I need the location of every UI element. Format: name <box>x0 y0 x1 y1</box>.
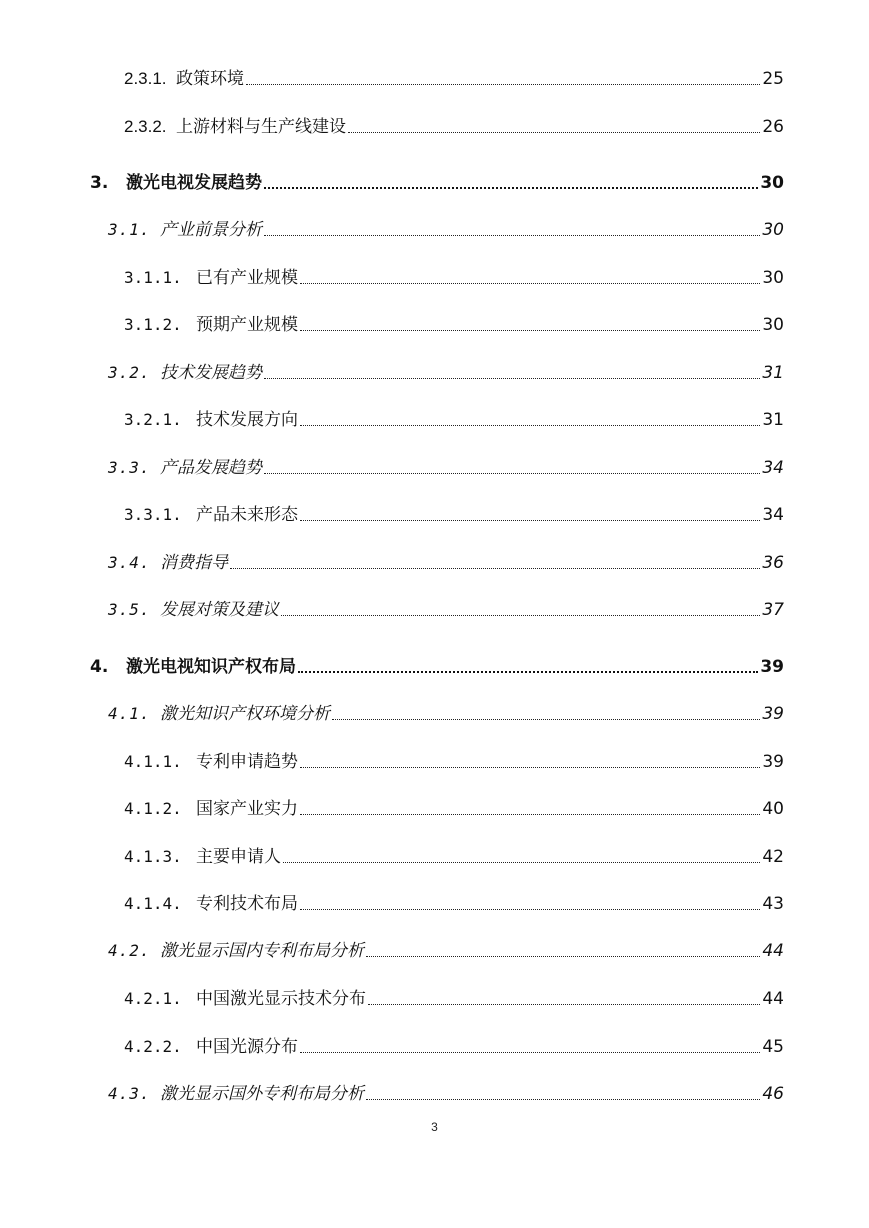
toc-entry-page: 43 <box>762 894 784 914</box>
toc-entry-section[interactable] <box>108 697 784 725</box>
toc-entry-title: 激光知识产权环境分析 <box>160 704 330 724</box>
toc-entry-number: 4.1. <box>108 704 151 723</box>
toc-entry-title: 预期产业规模 <box>196 315 298 335</box>
toc-entry-number: 4.2. <box>108 941 151 960</box>
toc-entry-page: 45 <box>762 1037 784 1057</box>
toc-leader-dots <box>300 813 760 815</box>
toc-entry-chapter[interactable] <box>90 650 784 678</box>
toc-entry-page: 34 <box>762 458 784 478</box>
toc-entry-number: 3.3. <box>108 458 151 477</box>
toc-entry-page: 31 <box>762 410 784 430</box>
toc-entry-page: 30 <box>762 220 784 240</box>
toc-leader-dots <box>300 1051 760 1053</box>
toc-entry-page: 40 <box>762 799 784 819</box>
toc-entry-title: 激光电视发展趋势 <box>126 173 262 193</box>
toc-entry-title: 国家产业实力 <box>196 799 298 819</box>
toc-leader-dots <box>283 861 760 863</box>
toc-entry-chapter[interactable] <box>90 166 784 194</box>
toc-entry-number: 3.1. <box>108 220 151 239</box>
toc-leader-dots <box>300 519 760 521</box>
toc-entry[interactable] <box>124 887 784 915</box>
toc-entry-title: 激光显示国外专利布局分析 <box>160 1084 364 1104</box>
toc-entry[interactable] <box>124 745 784 773</box>
toc-entry-title: 产业前景分析 <box>160 220 262 240</box>
toc-entry-title: 发展对策及建议 <box>160 600 279 620</box>
toc-entry-title: 中国激光显示技术分布 <box>196 989 366 1009</box>
toc-entry[interactable] <box>124 110 784 138</box>
toc-entry[interactable] <box>124 498 784 526</box>
toc-leader-dots <box>300 282 760 284</box>
toc-entry-number: 4.1.3. <box>124 847 182 866</box>
toc-entry-title: 主要申请人 <box>196 847 281 867</box>
toc-entry-page: 30 <box>762 315 784 335</box>
toc-entry[interactable] <box>124 1030 784 1058</box>
toc-entry-page: 39 <box>762 752 784 772</box>
toc-entry-number: 4. <box>90 657 109 677</box>
toc-leader-dots <box>264 234 760 236</box>
toc-entry-title: 激光电视知识产权布局 <box>126 657 296 677</box>
toc-entry-section[interactable] <box>108 934 784 962</box>
toc-entry-section[interactable] <box>108 451 784 479</box>
toc-entry-section[interactable] <box>108 546 784 574</box>
toc-entry-number: 4.1.4. <box>124 894 182 913</box>
toc-entry-number: 3.2. <box>108 363 151 382</box>
toc-entry-number: 2.3.2. <box>124 117 167 136</box>
toc-entry-page: 42 <box>762 847 784 867</box>
toc-entry-page: 30 <box>760 173 784 193</box>
toc-entry-number: 4.3. <box>108 1084 151 1103</box>
toc-entry-page: 46 <box>762 1084 784 1104</box>
toc-entry[interactable] <box>124 792 784 820</box>
toc-entry-section[interactable] <box>108 1077 784 1105</box>
page-number: 3 <box>431 1120 438 1134</box>
toc-entry[interactable] <box>124 982 784 1010</box>
toc-entry[interactable] <box>124 62 784 90</box>
toc-entry-title: 消费指导 <box>160 553 228 573</box>
toc-entry-page: 44 <box>762 941 784 961</box>
toc-entry-title: 专利技术布局 <box>196 894 298 914</box>
toc-entry-number: 3. <box>90 173 109 193</box>
toc-entry-number: 4.1.1. <box>124 752 182 771</box>
toc-entry-section[interactable] <box>108 213 784 241</box>
toc-entry-page: 34 <box>762 505 784 525</box>
toc-entry-title: 产品发展趋势 <box>160 458 262 478</box>
toc-entry[interactable] <box>124 308 784 336</box>
toc-leader-dots <box>368 1003 760 1005</box>
toc-entry-title: 上游材料与生产线建设 <box>176 117 346 137</box>
toc-leader-dots <box>264 186 758 189</box>
toc-leader-dots <box>230 567 760 569</box>
toc-entry-number: 3.3.1. <box>124 505 182 524</box>
toc-entry-title: 政策环境 <box>176 69 244 89</box>
toc-entry-number: 3.2.1. <box>124 410 182 429</box>
toc-leader-dots <box>366 955 760 957</box>
toc-entry-page: 26 <box>762 117 784 137</box>
toc-leader-dots <box>300 766 760 768</box>
toc-entry-title: 技术发展方向 <box>196 410 298 430</box>
toc-entry-page: 37 <box>762 600 784 620</box>
toc-entry-title: 技术发展趋势 <box>160 363 262 383</box>
toc-leader-dots <box>300 424 760 426</box>
toc-entry-number: 3.4. <box>108 553 151 572</box>
toc-leader-dots <box>300 908 760 910</box>
toc-entry-page: 44 <box>762 989 784 1009</box>
toc-entry-section[interactable] <box>108 593 784 621</box>
toc-entry-number: 3.1.1. <box>124 268 182 287</box>
toc-leader-dots <box>264 377 760 379</box>
toc-entry[interactable] <box>124 840 784 868</box>
toc-entry[interactable] <box>124 403 784 431</box>
toc-leader-dots <box>246 83 760 85</box>
toc-entry-title: 激光显示国内专利布局分析 <box>160 941 364 961</box>
toc-entry-page: 36 <box>762 553 784 573</box>
toc-entry-page: 39 <box>762 704 784 724</box>
toc-leader-dots <box>298 670 758 673</box>
toc-entry-title: 产品未来形态 <box>196 505 298 525</box>
toc-entry-number: 2.3.1. <box>124 69 167 88</box>
toc-leader-dots <box>366 1098 760 1100</box>
toc-entry-number: 3.1.2. <box>124 315 182 334</box>
toc-entry-number: 4.2.1. <box>124 989 182 1008</box>
toc-entry-page: 31 <box>762 363 784 383</box>
toc-entry-title: 已有产业规模 <box>196 268 298 288</box>
toc-entry-number: 4.1.2. <box>124 799 182 818</box>
toc-entry-page: 39 <box>760 657 784 677</box>
toc-leader-dots <box>264 472 760 474</box>
toc-entry-number: 4.2.2. <box>124 1037 182 1056</box>
toc-entry-title: 中国光源分布 <box>196 1037 298 1057</box>
toc-leader-dots <box>281 614 760 616</box>
toc-entry-number: 3.5. <box>108 600 151 619</box>
toc-entry-page: 30 <box>762 268 784 288</box>
toc-leader-dots <box>348 131 760 133</box>
toc-entry-page: 25 <box>762 69 784 89</box>
toc-entry[interactable] <box>124 261 784 289</box>
toc-leader-dots <box>300 329 760 331</box>
toc-entry-section[interactable] <box>108 356 784 384</box>
toc-leader-dots <box>332 718 760 720</box>
toc-entry-title: 专利申请趋势 <box>196 752 298 772</box>
